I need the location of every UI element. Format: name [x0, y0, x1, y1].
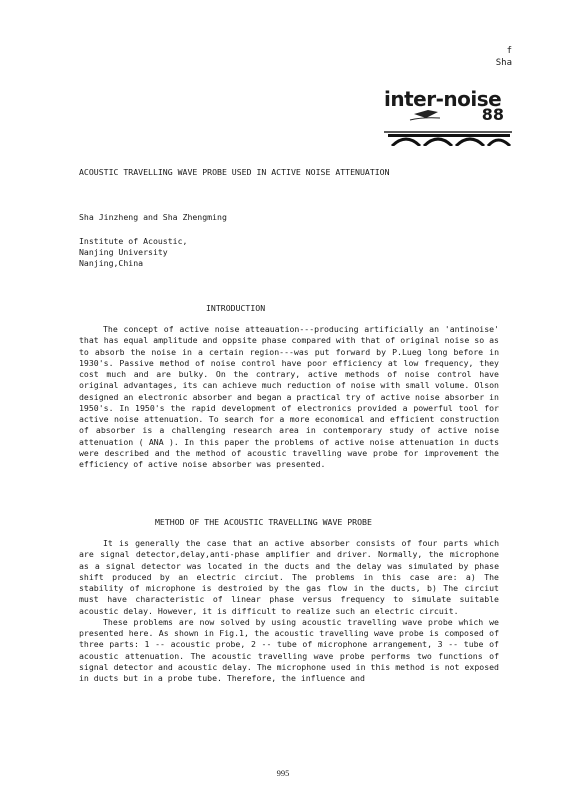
introduction-paragraph: The concept of active noise atteauation---producing artificially an 'antinoise' that has equal amplitude and oppsite phase compared with that of original noise so as to absorb the noise in a certain region---was put forward by P.Lueg long before in 1930's. Passive method of noise control have poor efficiency at low frequency, they cost much and are bulky. On the contrary, active methods of noise control have original advantages, its can achieve much reduction of noise with small volume. Olson designed an electronic absorber and began a practical try of active noise absorber in 1950's. In 1950's the rapid development of electronics provided a powerful tool for active noise attenuation. To search for a more economical and efficient construction of absorber is a challenging research area in contemporary study of active noise attenuation ( ANA ). In this paper the problems of active noise attenuation in ducts were described and the method of acoustic travelling wave probe for improvement the efficiency of active noise absorber was presented.	[79, 324, 499, 469]
paper-authors: Sha Jinzheng and Sha Zhengming	[79, 212, 227, 222]
author-affiliation	[79, 236, 187, 270]
method-paragraph-2: These problems are now solved by using acoustic travelling wave probe which we presented here. As shown in Fig.1, the acoustic travelling wave probe is composed of three parts: 1 -- acoustic probe, 2 -- tube of microphone arrangement, 3 -- tube of acoustic attenuation. The acoustic travelling wave probe performs two functions of signal detector and acoustic delay. The microphone used in this method is not exposed in ducts but in a probe tube. Therefore, the influence and	[79, 616, 499, 683]
section-heading-introduction: INTRODUCTION	[206, 303, 266, 313]
logo-name: inter-noise	[384, 87, 502, 111]
logo-year: 88	[481, 105, 504, 124]
page-number: 995	[276, 768, 290, 778]
method-body	[79, 538, 499, 684]
affiliation-line-2: Nanjing University	[79, 247, 168, 258]
affiliation-line-1: Institute of Acoustic,	[79, 236, 188, 246]
section-heading-method: METHOD OF THE ACOUSTIC TRAVELLING WAVE PROBE	[155, 517, 372, 527]
logo-bridge-icon	[384, 104, 512, 146]
paper-title: ACOUSTIC TRAVELLING WAVE PROBE USED IN ACTIVE NOISE ATTENUATION	[79, 167, 390, 177]
corner-mark: f	[506, 46, 512, 56]
corner-code: Sha	[495, 58, 512, 68]
conference-logo	[384, 88, 512, 146]
method-paragraph-1: It is generally the case that an active absorber consists of four parts which are signal detector,delay,anti-phase amplifier and driver. Normally, the microphone as a signal detector was located in the ducts and the delay was simulated by phase shift produced by an electric circiut. The problems in this case are: a) The stability of microphone is destroied by the gas flow in the ducts, b) The circiut must have characteristic of linear phase versus frequency to simulate suitable acoustic delay. However, it is difficult to realize such an electric circuit.	[79, 538, 499, 616]
introduction-body	[79, 324, 499, 470]
affiliation-line-3: Nanjing,China	[79, 258, 144, 269]
